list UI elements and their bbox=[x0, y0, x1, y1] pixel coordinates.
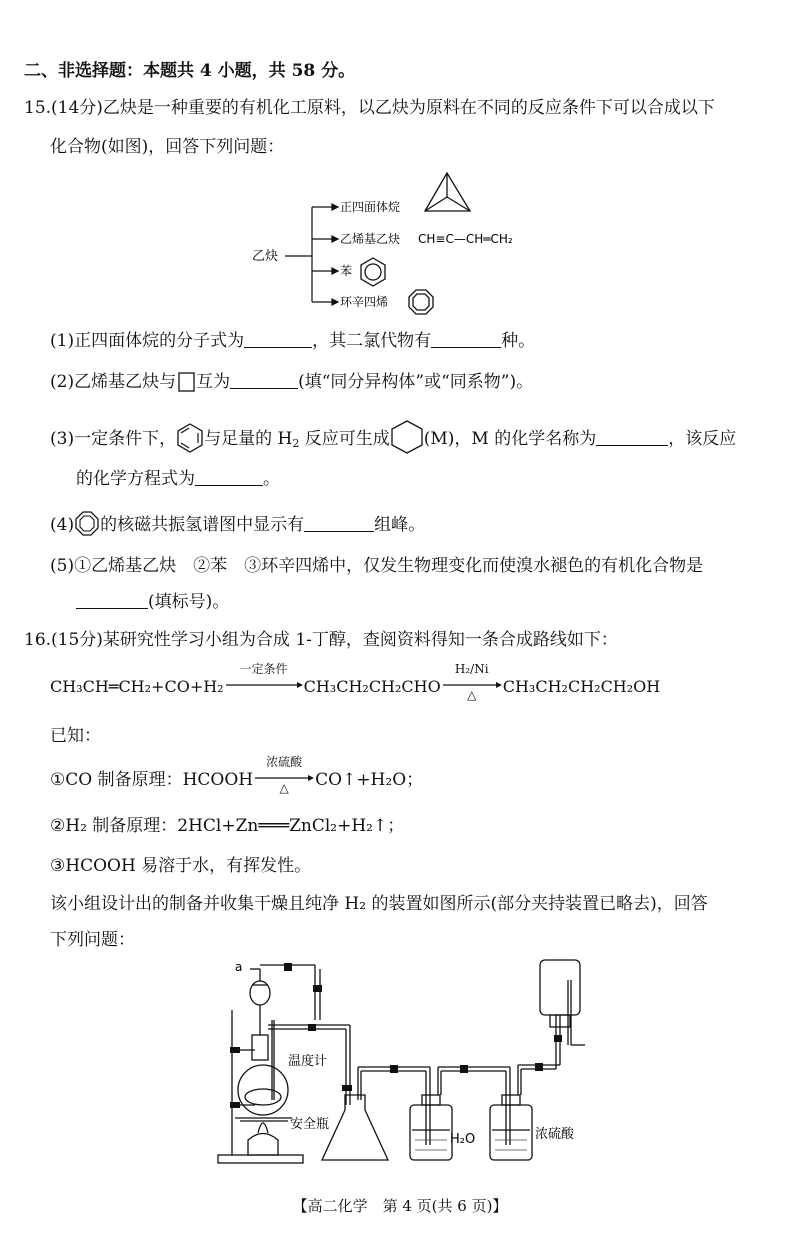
diagram-branch-1: 正四面体烷 bbox=[340, 200, 401, 214]
known-1: ①CO 制备原理：HCOOH 浓硫酸 △ CO↑+H₂O； bbox=[50, 755, 424, 795]
benzene-icon bbox=[176, 423, 204, 453]
benzene-icon bbox=[361, 258, 385, 286]
diagram-branch-4: 环辛四烯 bbox=[340, 295, 389, 309]
known-2: ②H₂ 制备原理：2HCl+Zn═══ZnCl₂+H₂↑； bbox=[50, 816, 405, 836]
apparatus-diagram bbox=[210, 955, 610, 1170]
cyclohexane-icon bbox=[390, 420, 424, 454]
label-thermometer: 温度计 bbox=[288, 1054, 328, 1069]
q16-line1: 16.(15分)某研究性学习小组为合成 1-丁醇，查阅资料得知一条合成路线如下： bbox=[24, 630, 618, 650]
synthesis-route: CH₃CH═CH₂+CO+H₂ 一定条件 CH₃CH₂CH₂CHO H₂/Ni △ CH₃CH₂CH₂CH₂OH bbox=[50, 662, 661, 702]
cyclooctatetraene-icon bbox=[74, 511, 100, 537]
diagram-branch-3: 苯 bbox=[340, 264, 353, 278]
q15-part4: (4) 的核磁共振氢谱图中显示有 组峰。 bbox=[50, 511, 425, 537]
tetrahedrane-icon bbox=[425, 173, 470, 211]
known-label: 已知： bbox=[50, 726, 101, 746]
q15-part2: (2)乙烯基乙炔与 互为 (填“同分异构体”或“同系物”)。 bbox=[50, 372, 534, 392]
answer-blank-2[interactable] bbox=[431, 331, 501, 348]
q15-part3-cont: 的化学方程式为 。 bbox=[76, 469, 280, 489]
q15-part1: (1)正四面体烷的分子式为 ，其二氯代物有 种。 bbox=[50, 331, 536, 351]
answer-blank-7[interactable] bbox=[76, 592, 148, 609]
q15-part5-cont: (填标号)。 bbox=[76, 591, 229, 613]
diagram-root: 乙炔 bbox=[252, 249, 279, 264]
label-safety-bottle: 安全瓶 bbox=[290, 1117, 330, 1132]
cyclooctatetraene-icon bbox=[409, 290, 433, 314]
reaction-arrow-3: 浓硫酸 △ bbox=[253, 769, 315, 791]
answer-blank-3[interactable] bbox=[230, 372, 298, 389]
acetylene-diagram bbox=[240, 165, 570, 325]
stand-base bbox=[218, 1155, 303, 1163]
answer-blank-5[interactable] bbox=[195, 469, 263, 486]
diagram-branch-2: 乙烯基乙炔 bbox=[340, 232, 401, 246]
label-a: a bbox=[235, 960, 243, 974]
label-water: H₂O bbox=[450, 1132, 476, 1147]
q15-part5: (5)①乙烯基乙炔 ②苯 ③环辛四烯中，仅发生物理变化而使溴水褪色的有机化合物是 bbox=[50, 556, 704, 576]
q15-part3: (3)一定条件下， 与足量的 $H_2$ 反应可生成 (M)，M 的化学名称为 ，该反应 bbox=[50, 420, 736, 454]
diagram-branch-2-formula: CH≡C—CH═CH₂ bbox=[418, 232, 513, 246]
q15-line1: 15.(14分)乙炔是一种重要的有机化工原料，以乙炔为原料在不同的反应条件下可以合成以下 bbox=[24, 98, 715, 118]
answer-blank-1[interactable] bbox=[244, 331, 312, 348]
q16-desc1: 该小组设计出的制备并收集干燥且纯净 H₂ 的装置如图所示(部分夹持装置已略去)，回答 bbox=[50, 894, 708, 914]
known-3: ③HCOOH 易溶于水，有挥发性。 bbox=[50, 856, 312, 876]
cyclobutane-square-icon bbox=[176, 371, 196, 393]
q15-line2: 化合物(如图)，回答下列问题： bbox=[50, 137, 285, 157]
reaction-arrow-2: H₂/Ni △ bbox=[441, 676, 503, 698]
label-sulfuric-acid: 浓硫酸 bbox=[535, 1127, 575, 1142]
page-footer: 【高二化学 第 4 页(共 6 页)】 bbox=[292, 1197, 508, 1215]
q16-desc2: 下列问题： bbox=[50, 930, 135, 950]
answer-blank-4[interactable] bbox=[596, 429, 668, 446]
section-title: 二、非选择题：本题共 4 小题，共 58 分。 bbox=[24, 61, 356, 81]
reaction-arrow-1: 一定条件 bbox=[224, 676, 304, 698]
answer-blank-6[interactable] bbox=[304, 515, 374, 532]
